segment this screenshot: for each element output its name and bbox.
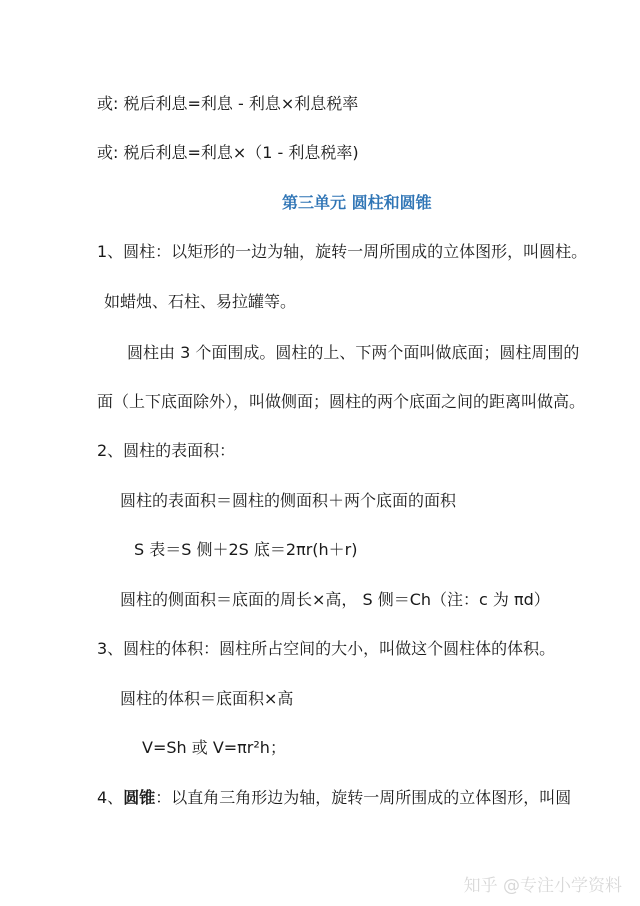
text-line: 或: 税后利息=利息×（1 - 利息税率) xyxy=(97,143,359,162)
text-line xyxy=(97,788,571,808)
text-line: 2、圆柱的表面积： xyxy=(97,441,236,460)
watermark: 知乎 @专注小学资料 xyxy=(463,876,622,896)
formula-line: V=Sh 或 V=πr²h； xyxy=(142,738,286,757)
formula-line: S 表＝S 侧＋2S 底＝2πr(h＋r) xyxy=(134,540,358,559)
text-line: 3、圆柱的体积：圆柱所占空间的大小，叫做这个圆柱体的体积。 xyxy=(97,639,556,658)
text-line: 如蜡烛、石柱、易拉罐等。 xyxy=(104,292,297,311)
text-line: 1、圆柱：以矩形的一边为轴，旋转一周所围成的立体图形，叫圆柱。 xyxy=(97,242,588,261)
section-title: 第三单元 圆柱和圆锥 xyxy=(282,193,432,212)
text-line: 圆柱的表面积＝圆柱的侧面积＋两个底面的面积 xyxy=(120,491,457,510)
text-line: 圆柱由 3 个面围成。圆柱的上、下两个面叫做底面；圆柱周围的 xyxy=(127,343,580,362)
bold-term: 圆锥 xyxy=(123,788,156,807)
text-line: 圆柱的体积＝底面积×高 xyxy=(120,689,294,708)
text-line: 圆柱的侧面积＝底面的周长×高， S 侧＝Ch（注：c 为 πd） xyxy=(120,590,550,609)
text-line: 面（上下底面除外），叫做侧面；圆柱的两个底面之间的距离叫做高。 xyxy=(97,392,586,411)
text-fragment: ：以直角三角形边为轴，旋转一周所围成的立体图形，叫圆 xyxy=(155,788,572,807)
list-number: 4、 xyxy=(97,788,124,807)
text-line: 或: 税后利息=利息 - 利息×利息税率 xyxy=(97,94,359,113)
